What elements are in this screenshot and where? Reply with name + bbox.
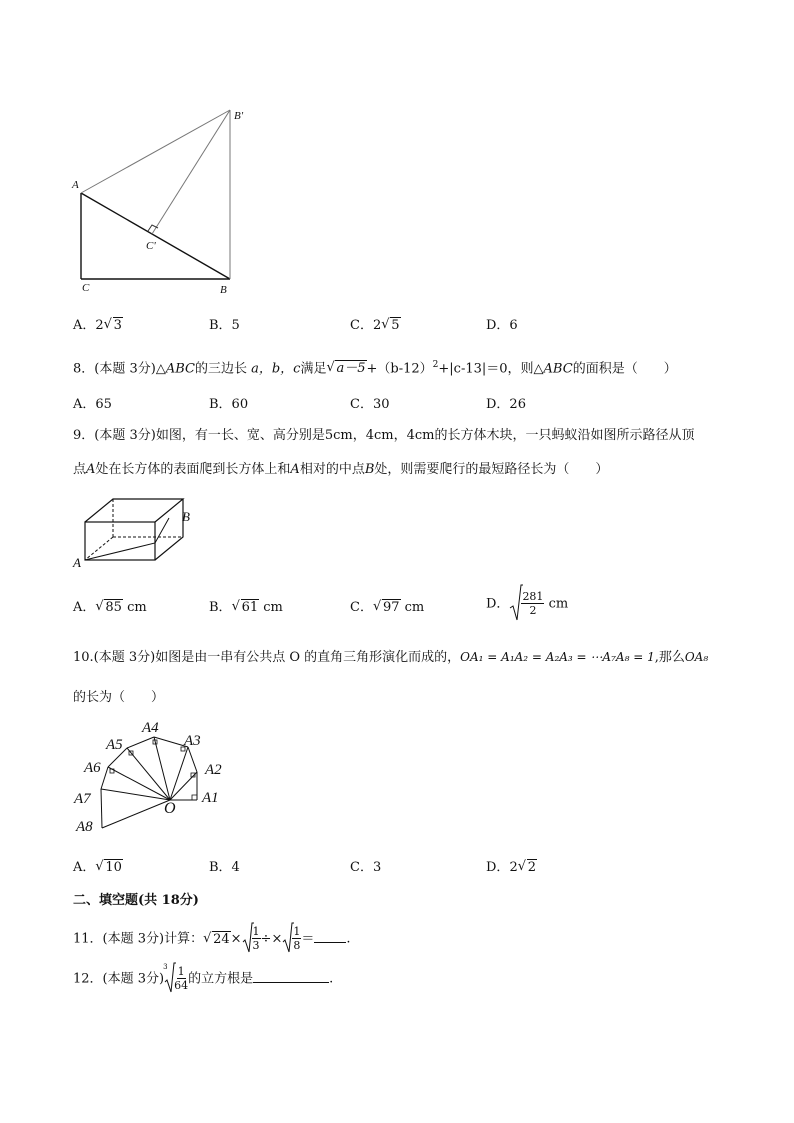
spiral-label-a5: A5 [106, 737, 123, 753]
q10-stem-line1: 10.(本题 3分)如图是由一串有公共点 O 的直角三角形演化而成的，OA₁ = A₁A₂ = A₂A₃ = ⋯A₇A₈ = 1,那么OA₈ [73, 650, 709, 665]
spiral-label-a1: A1 [202, 790, 219, 806]
label-b-prime: B' [234, 110, 244, 122]
q11-stem: 11．(本题 3分)计算：√ 24× $\frac{1}{3}$ ÷× $\frac{1}{8}$ ＝ . [73, 922, 351, 957]
q7-option-a[interactable]: A．2√ 3 [73, 314, 123, 333]
cuboid-label-a: A [73, 555, 81, 570]
q10-option-d[interactable]: D．2√ 2 [486, 856, 537, 875]
q11-answer-blank[interactable] [314, 942, 346, 943]
q8-option-c[interactable]: C．30 [350, 397, 390, 412]
spiral-label-o: O [164, 800, 176, 817]
q10-option-b[interactable]: B．4 [209, 860, 240, 875]
label-b: B [220, 284, 227, 296]
spiral-label-a4: A4 [142, 720, 159, 736]
q7-option-c[interactable]: C．2√ 5 [350, 314, 401, 333]
label-c: C [82, 282, 90, 294]
q7-option-b[interactable]: B．5 [209, 318, 240, 333]
q10-option-c[interactable]: C．3 [350, 860, 382, 875]
q9-option-d[interactable]: D． $\frac{281}{2}$ cm [486, 584, 568, 625]
triangle-figure [60, 100, 260, 300]
q7-option-d[interactable]: D．6 [486, 318, 518, 333]
q8-option-b[interactable]: B．60 [209, 397, 249, 412]
spiral-label-a3: A3 [184, 733, 201, 749]
q9-option-b[interactable]: B．√ 61 cm [209, 596, 283, 615]
q9-stem-line2: 点A处在长方体的表面爬到长方体上和A相对的中点B处，则需要爬行的最短路径长为（ ） [73, 462, 609, 477]
q10-option-a[interactable]: A．√ 10 [73, 856, 123, 875]
spiral-label-a2: A2 [205, 762, 222, 778]
label-c-prime: C' [146, 240, 156, 252]
spiral-label-a7: A7 [74, 791, 91, 807]
spiral-label-a8: A8 [76, 819, 93, 835]
label-a: A [72, 179, 79, 191]
q12-stem: 12．(本题 3分) 3 $\frac{1}{64}$ 的立方根是 . [73, 963, 334, 992]
q9-option-c[interactable]: C．√ 97 cm [350, 596, 424, 615]
q8-stem: 8．(本题 3分)△ABC的三边长 a，b，c满足√ $a-5+(b-12)^2+|c-13|=0$，则△ABC的面积是（ ） [73, 356, 677, 378]
spiral-label-a6: A6 [84, 760, 101, 776]
q9-stem-line1: 9．(本题 3分)如图，有一长、宽、高分别是5cm，4cm，4cm的长方体木块，一只蚂蚁沿如图所示路径从顶 [73, 428, 695, 443]
q12-answer-blank[interactable] [253, 982, 329, 983]
section-title: 二、填空题(共 18分) [73, 893, 199, 908]
q8-option-d[interactable]: D．26 [486, 397, 526, 412]
q8-option-a[interactable]: A．65 [73, 397, 112, 412]
q9-option-a[interactable]: A．√ 85 cm [73, 596, 147, 615]
cuboid-figure [75, 495, 200, 575]
cuboid-label-b: B [182, 509, 190, 524]
q10-stem-line2: 的长为（ ） [73, 690, 165, 705]
